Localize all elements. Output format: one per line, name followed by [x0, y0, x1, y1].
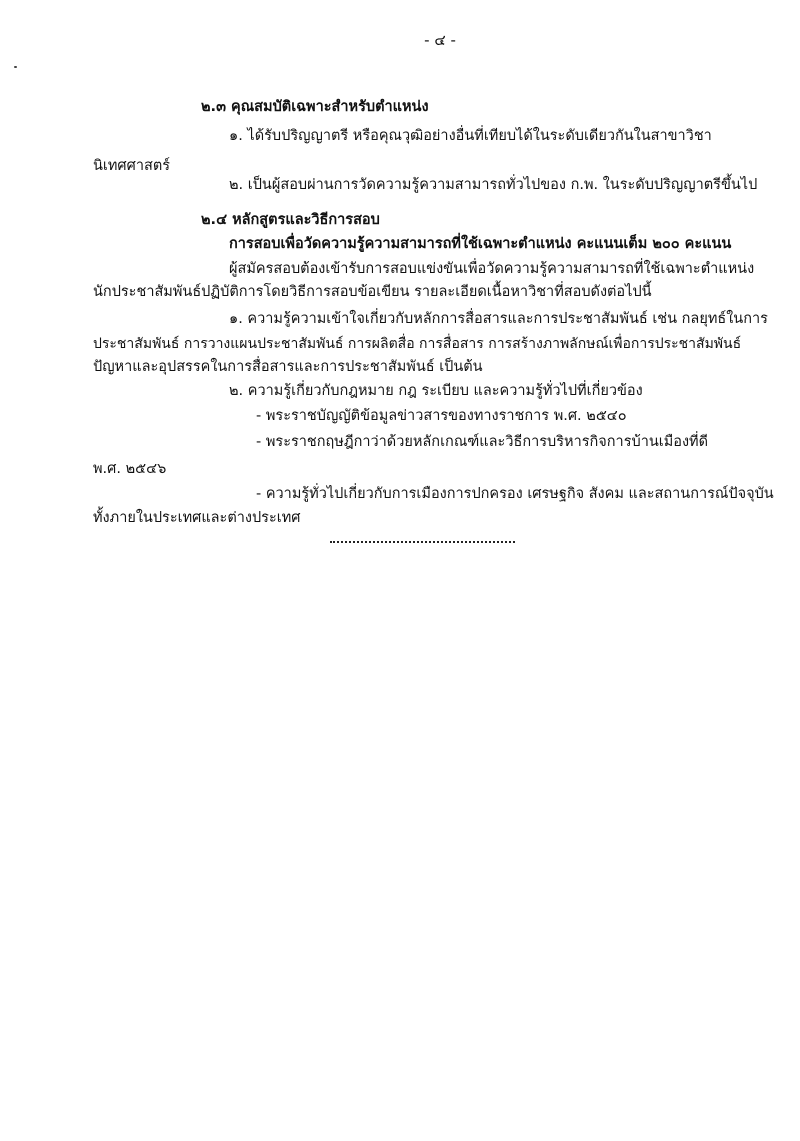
section-2-4-subheading: การสอบเพื่อวัดความรู้ความสามารถที่ใช้เฉพาะตำแหน่ง คะแนนเต็ม ๒๐๐ คะแนน [229, 236, 732, 252]
scan-speck [14, 66, 17, 68]
section-2-4-item1-line3: ปัญหาและอุปสรรคในการสื่อสารและการประชาสัมพันธ์ เป็นต้น [93, 359, 483, 375]
page-number: - ๔ - [424, 31, 456, 49]
section-2-4-intro-line1: ผู้สมัครสอบต้องเข้ารับการสอบแข่งขันเพื่อวัดความรู้ความสามารถที่ใช้เฉพาะตำแหน่ง [229, 261, 755, 277]
general-knowledge-line2: ทั้งภายในประเทศและต่างประเทศ [93, 510, 301, 526]
law-item-2-line1: - พระราชกฤษฎีกาว่าด้วยหลักเกณฑ์และวิธีการบริหารกิจการบ้านเมืองที่ดี [256, 434, 709, 450]
section-2-4-item2: ๒. ความรู้เกี่ยวกับกฎหมาย กฎ ระเบียบ และความรู้ทั่วไปที่เกี่ยวข้อง [229, 383, 643, 399]
general-knowledge-line1: - ความรู้ทั่วไปเกี่ยวกับการเมืองการปกครอง เศรษฐกิจ สังคม และสถานการณ์ปัจจุบัน [256, 486, 774, 502]
section-2-4-intro-line2: นักประชาสัมพันธ์ปฏิบัติการโดยวิธีการสอบข้อเขียน รายละเอียดเนื้อหาวิชาที่สอบดังต่อไปนี้ [93, 284, 652, 300]
section-2-4-item1-line1: ๑. ความรู้ความเข้าใจเกี่ยวกับหลักการสื่อสารและการประชาสัมพันธ์ เช่น กลยุทธ์ในการ [229, 311, 768, 327]
dotted-end-divider [330, 541, 515, 543]
section-2-3-item1-line1: ๑. ได้รับปริญญาตรี หรือคุณวุฒิอย่างอื่นที่เทียบได้ในระดับเดียวกันในสาขาวิชา [229, 128, 712, 144]
law-item-2-line2: พ.ศ. ๒๕๔๖ [93, 461, 167, 477]
section-2-3-heading: ๒.๓ คุณสมบัติเฉพาะสำหรับตำแหน่ง [201, 99, 429, 115]
section-2-3-item2: ๒. เป็นผู้สอบผ่านการวัดความรู้ความสามารถทั่วไปของ ก.พ. ในระดับปริญญาตรีขึ้นไป [229, 177, 758, 193]
law-item-1: - พระราชบัญญัติข้อมูลข่าวสารของทางราชการ พ.ศ. ๒๕๔๐ [256, 408, 627, 424]
section-2-4-item1-line2: ประชาสัมพันธ์ การวางแผนประชาสัมพันธ์ การผลิตสื่อ การสื่อสาร การสร้างภาพลักษณ์เพื่อการประชาสัมพันธ์ [93, 336, 742, 352]
section-2-3-item1-line2: นิเทศศาสตร์ [93, 158, 171, 174]
section-2-4-heading: ๒.๔ หลักสูตรและวิธีการสอบ [201, 212, 380, 228]
